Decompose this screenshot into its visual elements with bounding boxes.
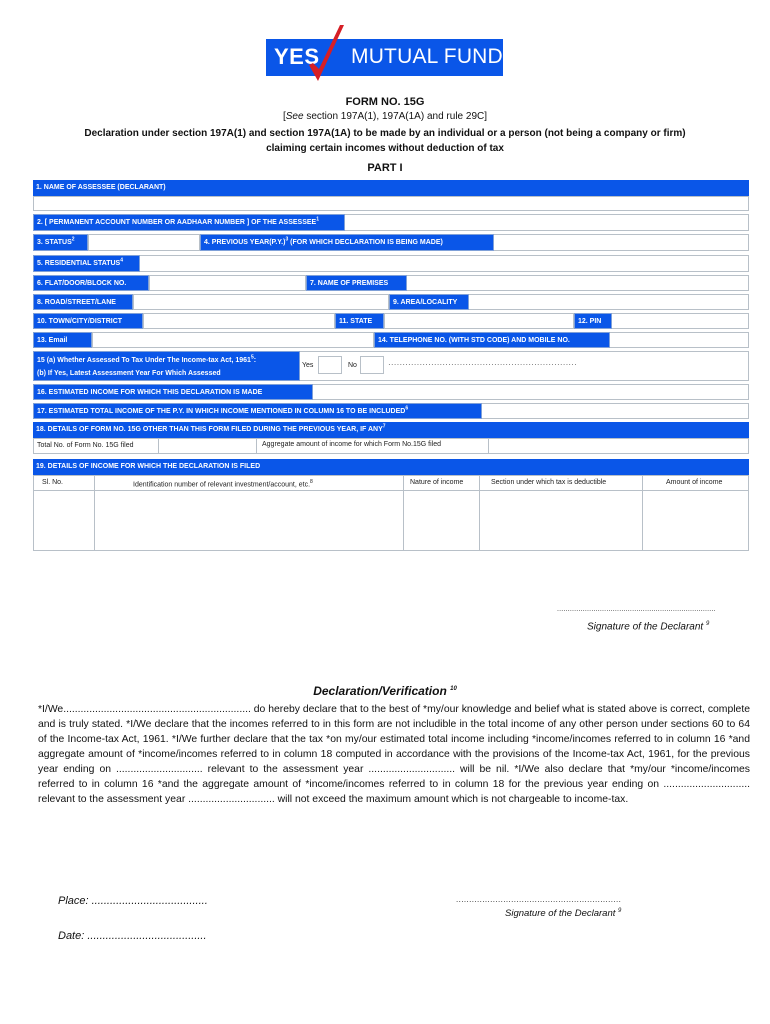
col-header-nature: Nature of income bbox=[410, 479, 464, 486]
field-14-label: 14. TELEPHONE NO. (WITH STD CODE) AND MOBILE NO. bbox=[374, 332, 610, 348]
col-header-identification: Identification number of relevant investment/account, etc.$^8$ bbox=[133, 479, 313, 489]
total-forms-label: Total No. of Form No. 15G filed bbox=[37, 442, 134, 449]
status-input[interactable] bbox=[88, 234, 200, 251]
field-16-label: 16. ESTIMATED INCOME FOR WHICH THIS DECLARATION IS MADE bbox=[33, 384, 313, 400]
flat-door-block-input[interactable] bbox=[149, 275, 306, 291]
field-9-label: 9. AREA/LOCALITY bbox=[389, 294, 469, 310]
town-city-district-input[interactable] bbox=[143, 313, 335, 329]
field-11-label: 11. STATE bbox=[335, 313, 384, 329]
section-cell[interactable] bbox=[480, 491, 642, 550]
field-4-label: 4. PREVIOUS $YEAR(P.Y.)^3$ (FOR WHICH DECLARATION IS BEING MADE) bbox=[200, 234, 494, 251]
footer-signature-label: Signature of the Declarant $^9$ bbox=[505, 908, 622, 920]
yes-checkbox[interactable] bbox=[318, 356, 342, 374]
form-title: FORM NO. 15G bbox=[345, 96, 425, 108]
declaration-title: Declaration/Verification $^{10}$ bbox=[313, 684, 457, 698]
field-10-label: 10. TOWN/CITY/DISTRICT bbox=[33, 313, 143, 329]
field-2-label: 2. [ PERMANENT ACCOUNT NUMBER OR AADHAAR NUMBER ] OF THE ASSESSEE$^1$ bbox=[33, 214, 345, 231]
field-12-label: 12. PIN bbox=[574, 313, 612, 329]
field-6-label: 6. FLAT/DOOR/BLOCK NO. bbox=[33, 275, 149, 291]
field-15-label: 15 (a) Whether Assessed To Tax Under The Income-tax Act, 1961$^5$: (b) If Yes, Latest Assessment Year For Which Assessed bbox=[33, 351, 300, 381]
logo-yes-text: YES bbox=[274, 44, 320, 69]
aggregate-amount-label: Aggregate amount of income for which Form No.15G filed bbox=[262, 441, 441, 448]
email-input[interactable] bbox=[92, 332, 374, 348]
residential-status-input[interactable] bbox=[33, 255, 749, 272]
form-description-line2: claiming certain incomes without deduction of tax bbox=[266, 143, 504, 154]
logo-mutual-fund-text: MUTUAL FUND bbox=[351, 45, 503, 68]
signature-label: Signature of the Declarant $^9$ bbox=[587, 621, 710, 633]
assessment-year-input[interactable]: ·································································· bbox=[388, 360, 578, 369]
no-checkbox[interactable] bbox=[360, 356, 384, 374]
field-3-label: 3. STATUS$^2$ bbox=[33, 234, 88, 251]
col-header-amount: Amount of income bbox=[666, 479, 723, 486]
aggregate-amount-input[interactable] bbox=[489, 439, 748, 453]
assessee-name-input[interactable] bbox=[33, 196, 749, 211]
yes-label: Yes bbox=[302, 362, 314, 369]
col-header-section: Section under which tax is deductible bbox=[491, 479, 607, 486]
footer-signature-line[interactable]: ............................................................... bbox=[456, 895, 622, 904]
field-8-label: 8. ROAD/STREET/LANE bbox=[33, 294, 133, 310]
col-header-sl-no: Sl. No. bbox=[42, 479, 64, 486]
field-7-label: 7. NAME OF PREMISES bbox=[306, 275, 407, 291]
field-5-label: 5. RESIDENTIAL STATUS$^4$ bbox=[33, 255, 140, 272]
yes-mutual-fund-logo bbox=[266, 39, 503, 76]
field-1-label: 1. NAME OF ASSESSEE (DECLARANT) bbox=[33, 180, 749, 196]
field-19-label: 19. DETAILS OF INCOME FOR WHICH THE DECLARATION IS FILED bbox=[33, 459, 749, 475]
amount-cell[interactable] bbox=[643, 491, 748, 550]
no-label: No bbox=[348, 362, 357, 369]
signature-line[interactable]: .......................................................................... bbox=[557, 606, 716, 613]
nature-of-income-cell[interactable] bbox=[404, 491, 479, 550]
form-reference: [See section 197A(1), 197A(1A) and rule 29C] bbox=[282, 111, 488, 122]
state-input[interactable] bbox=[384, 313, 574, 329]
place-field[interactable]: Place: ...................................... bbox=[58, 895, 208, 907]
field-18-label: 18. DETAILS OF FORM NO. 15G OTHER THAN THIS FORM FILED DURING THE PREVIOUS YEAR, IF ANY$^7$ bbox=[33, 422, 749, 438]
form-description-line1: Declaration under section 197A(1) and section 197A(1A) to be made by an individual or a person (not being a company or firm) bbox=[84, 128, 686, 139]
checkmark-icon bbox=[306, 25, 346, 83]
sl-no-cell[interactable] bbox=[34, 491, 94, 550]
date-field[interactable]: Date: ....................................... bbox=[58, 930, 207, 942]
field-17-label: 17. ESTIMATED TOTAL INCOME OF THE P.Y. IN WHICH INCOME MENTIONED IN COLUMN 16 TO BE INCLUDED$^6$ bbox=[33, 403, 482, 419]
road-street-lane-input[interactable] bbox=[133, 294, 389, 310]
field-13-label: 13. Email bbox=[33, 332, 92, 348]
total-forms-input[interactable] bbox=[159, 439, 256, 453]
part-heading: PART I bbox=[367, 162, 403, 174]
divider bbox=[256, 438, 257, 454]
identification-cell[interactable] bbox=[95, 491, 403, 550]
declaration-body: *I/We................................................................. do hereby declare that to the best of *my/our knowledge and belief what is stated above is correct, complete and is truly stated. *I/We declare that the incomes referred to in this form are not includible in the total income of any other person under sections 60 to 64 of the Income-tax Act, 1961. *I/We further declare that the tax *on my/our estimated total income including *income/incomes referred to in column 16 *and aggregate amount of *income/incomes referred to in column 18 computed in accordance with the provisions of the Income-tax Act, 1961, for the previous year ending on .............................. relevant to the assessment year .............................. will be nil. *I/We also declare that *my/our *income/incomes referred to in column 16 *and the aggregate amount of *income/incomes referred to in column 18 for the previous year ending on .............................. relevant to the assessment year .............................. will not exceed the maximum amount which is not chargeable to income-tax. bbox=[38, 704, 750, 805]
